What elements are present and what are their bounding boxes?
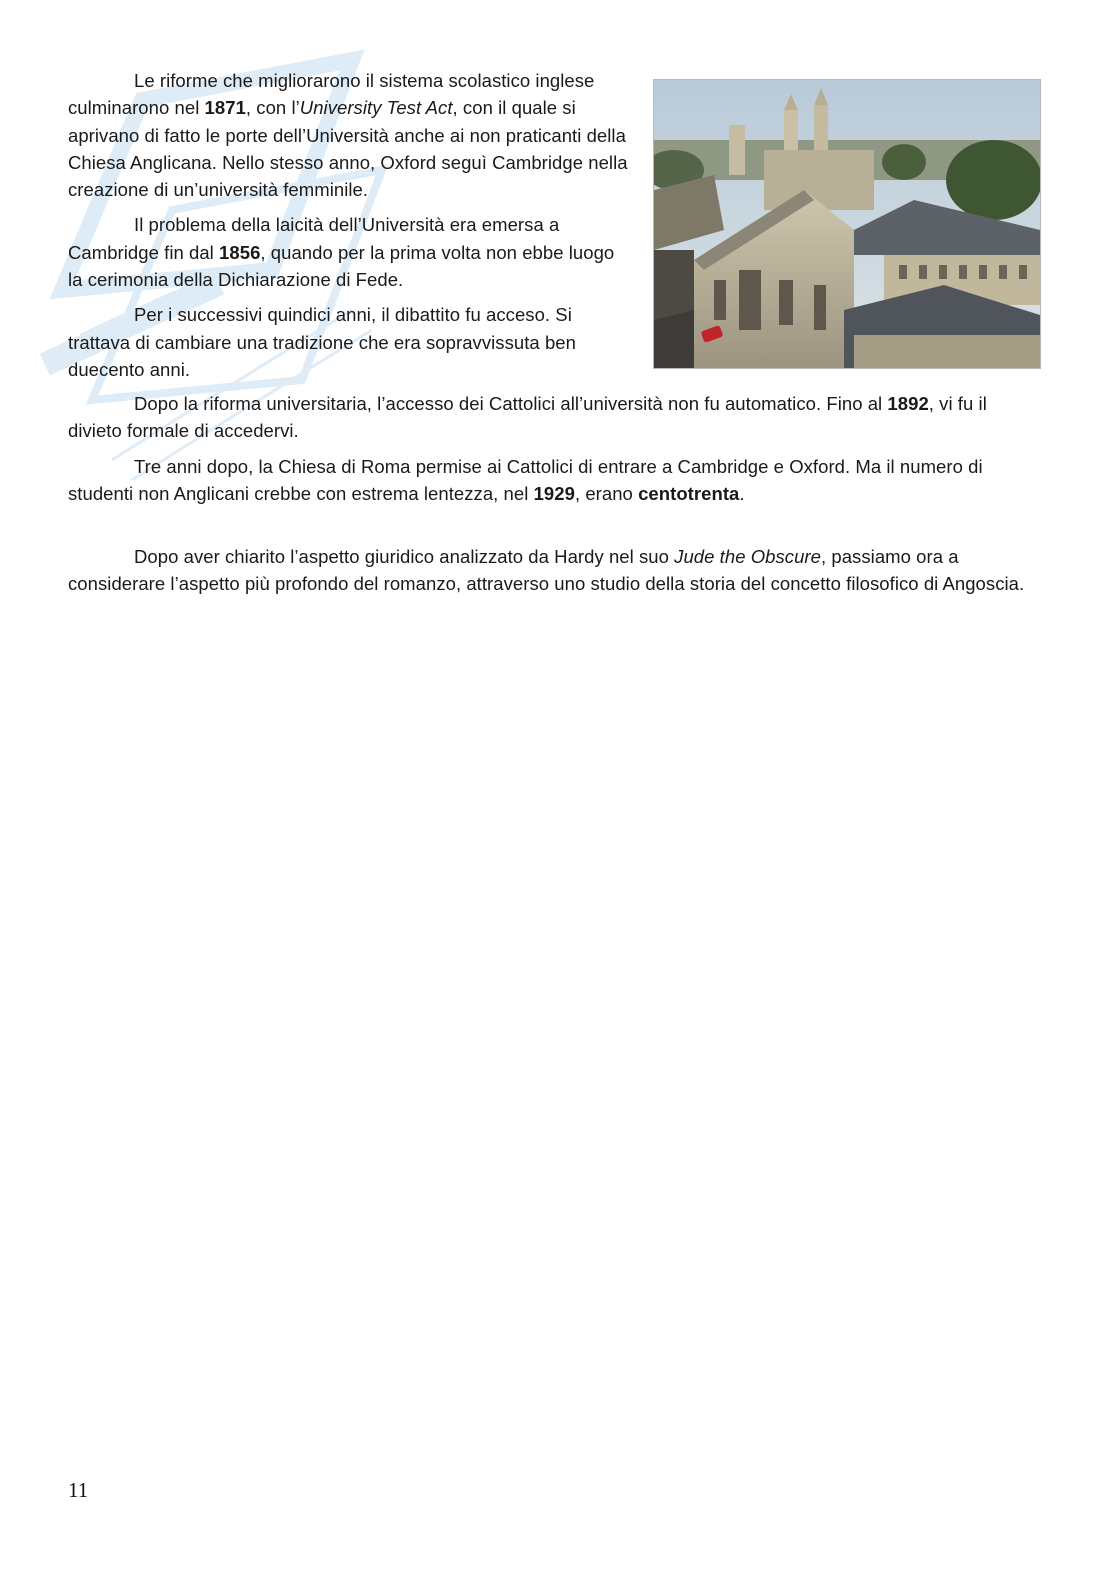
page-number: 11 xyxy=(68,1478,89,1502)
text-column-narrow xyxy=(68,67,630,383)
paragraph-4: Dopo la riforma universitaria, l’accesso dei Cattolici all’università non fu automatico. Fino al 1892, vi fu il divieto formale di accedervi. xyxy=(68,393,987,442)
paragraph-2: Il problema della laicità dell’Università era emersa a Cambridge fin dal 1856, quando per la prima volta non ebbe luogo la cerimonia della Dichiarazione di Fede. xyxy=(68,214,615,291)
paragraph-5: Tre anni dopo, la Chiesa di Roma permise ai Cattolici di entrare a Cambridge e Oxford. Ma il numero di studenti non Anglicani crebbe con estrema lentezza, nel 1929, erano centotrenta. xyxy=(68,455,983,504)
oxford-college-photo xyxy=(653,79,1041,369)
text-column-wide xyxy=(68,390,1036,598)
paragraph-6: Dopo aver chiarito l’aspetto giuridico analizzato da Hardy nel suo Jude the Obscure, passiamo ora a considerare l’aspetto più profondo del romanzo, attraverso uno studio della storia del concetto filosofico di Angoscia. xyxy=(68,546,1025,595)
paragraph-3: Per i successivi quindici anni, il dibattito fu acceso. Si trattava di cambiare una tradizione che era sopravvissuta ben duecento anni. xyxy=(68,304,576,380)
paragraph-1: Le riforme che migliorarono il sistema scolastico inglese culminarono nel 1871, con l’University Test Act, con il quale si aprivano di fatto le porte dell’Università anche ai non praticanti della Chiesa Anglicana. Nello stesso anno, Oxford seguì Cambridge nella creazione di un’università femminile. xyxy=(68,70,628,201)
